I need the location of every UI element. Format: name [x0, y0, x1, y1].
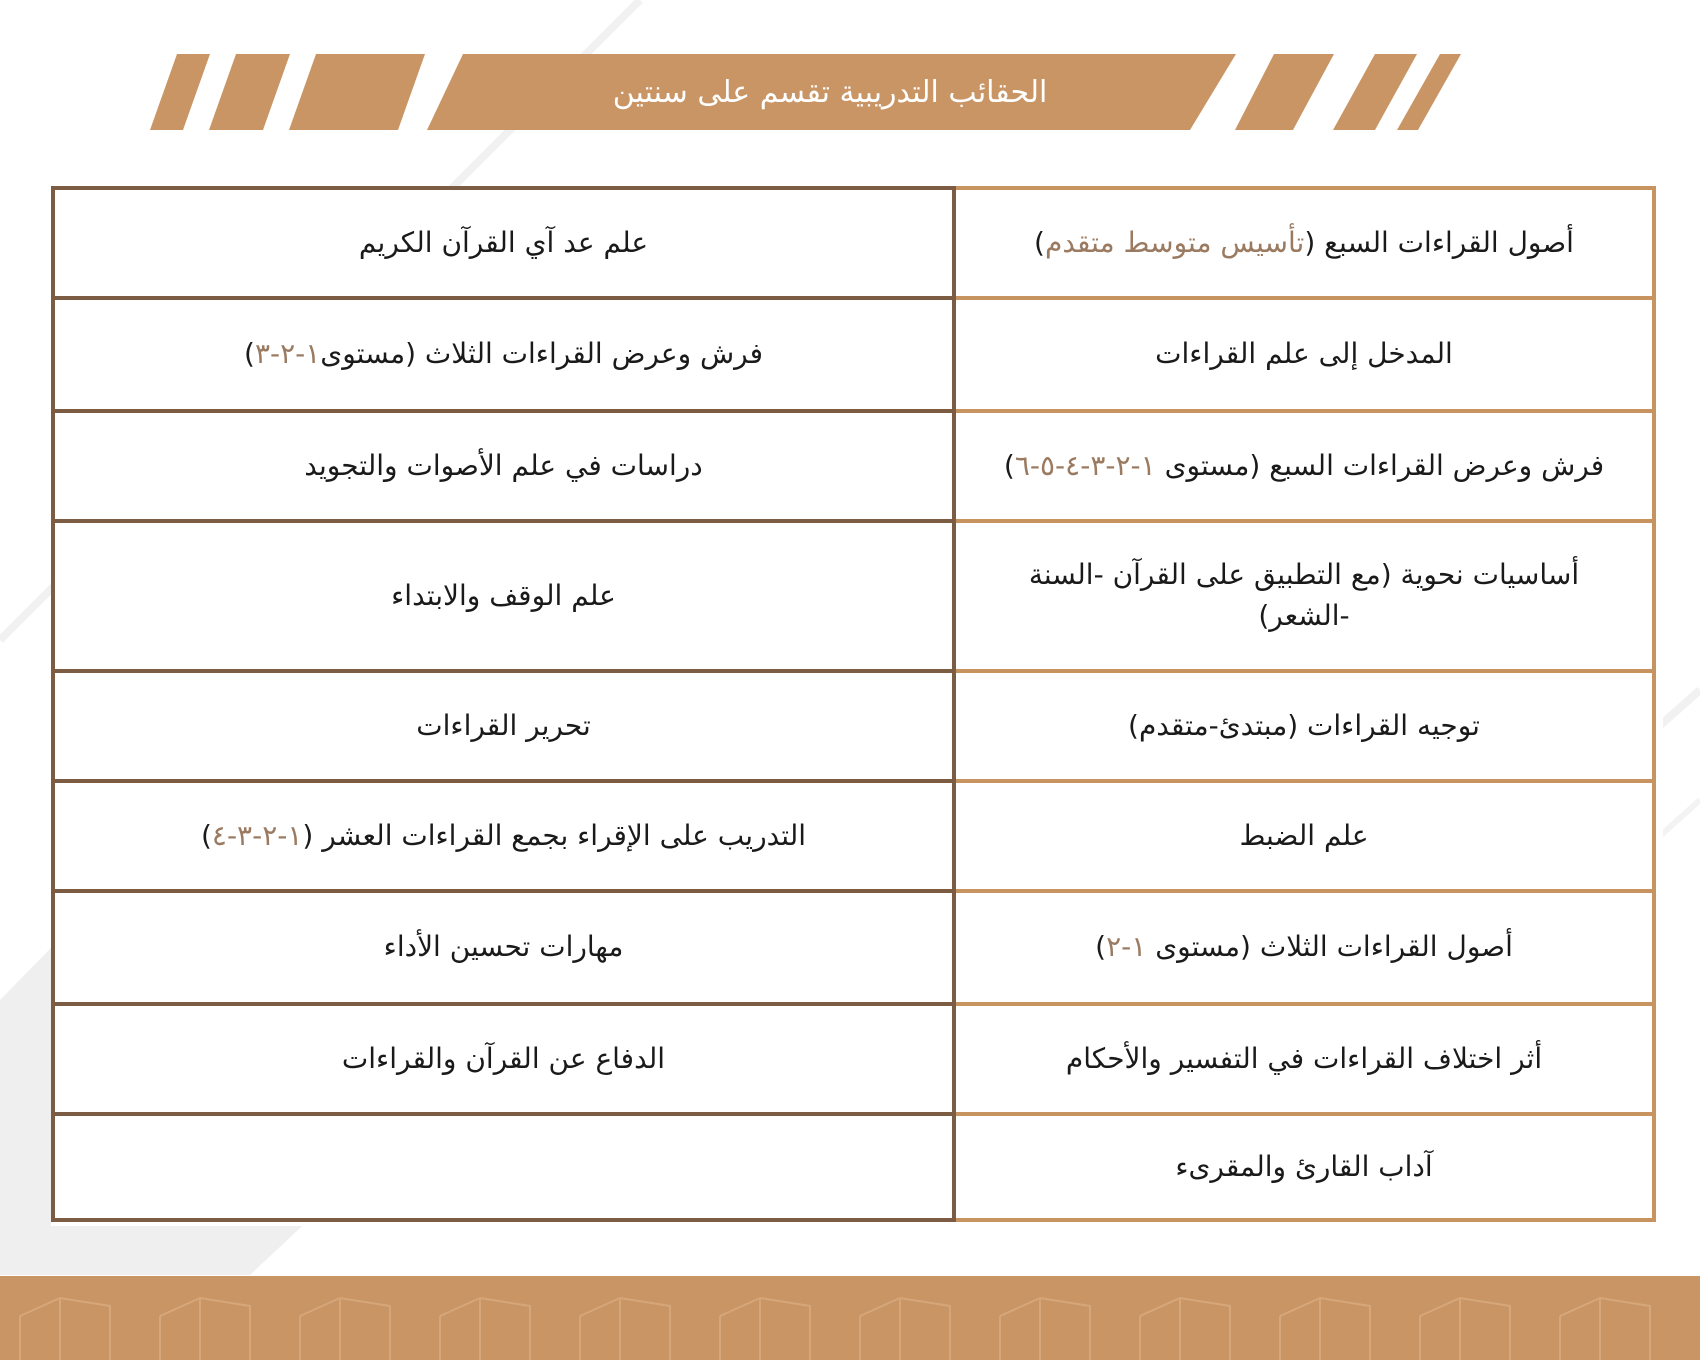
- table-cell-right: [956, 409, 1656, 519]
- table-cell-left: [51, 409, 956, 519]
- highlight-text: ١-٢-٣-٤: [211, 818, 303, 852]
- footer-band: [0, 1276, 1700, 1360]
- text-segment: ): [244, 337, 255, 371]
- cell-text: [1155, 334, 1453, 375]
- table-cell-left: [51, 779, 956, 889]
- text-segment: ): [1095, 930, 1107, 964]
- cell-text: [1239, 816, 1368, 857]
- text-segment: الدفاع عن القرآن والقراءات: [341, 1041, 666, 1075]
- text-segment: فرش وعرض القراءات السبع (مستوى: [1155, 448, 1605, 482]
- text-segment: ): [1003, 448, 1015, 482]
- cell-text: [359, 223, 648, 264]
- text-segment: علم الوقف والابتداء: [391, 578, 616, 612]
- text-segment: التدريب على الإقراء بجمع القراءات العشر (: [302, 818, 807, 852]
- text-segment: أساسيات نحوية (مع التطبيق على القرآن -السنة -الشعر): [1028, 558, 1580, 632]
- cell-text: [384, 927, 624, 968]
- table-cell-left: [51, 519, 956, 669]
- table-cell-right: [956, 669, 1656, 779]
- footer-pattern: [0, 1276, 1700, 1360]
- text-segment: ): [1034, 225, 1045, 259]
- cell-text: [201, 816, 806, 857]
- text-segment: أصول القراءات الثلاث (مستوى: [1146, 930, 1513, 964]
- table-cell-right: [956, 186, 1656, 296]
- cell-text: [1128, 706, 1480, 747]
- table-cell-left: [51, 296, 956, 409]
- text-segment: آداب القارئ والمقرىء: [1175, 1149, 1433, 1183]
- highlight-text: ١-٢-٣: [254, 337, 321, 371]
- table-cell-right: [956, 779, 1656, 889]
- cell-text: [1004, 446, 1604, 487]
- text-segment: توجيه القراءات (مبتدئ-متقدم): [1128, 708, 1480, 742]
- table-cell-left: [51, 1112, 956, 1222]
- page-title: الحقائب التدريبية تقسم على سنتين: [612, 74, 1048, 110]
- text-segment: مهارات تحسين الأداء: [383, 930, 624, 964]
- cell-text: [342, 1039, 665, 1080]
- text-segment: فرش وعرض القراءات الثلاث (مستوى: [320, 337, 764, 371]
- table-cell-left: [51, 186, 956, 296]
- cell-text: [416, 706, 590, 747]
- cell-text: [391, 576, 616, 617]
- header-banner: [150, 54, 1510, 130]
- cell-text: [244, 334, 763, 375]
- cell-text: [1175, 1147, 1432, 1188]
- text-segment: علم عد آي القرآن الكريم: [358, 225, 649, 259]
- cell-text: [1066, 1039, 1542, 1080]
- table-cell-right: [956, 296, 1656, 409]
- table-cell-right: [956, 1002, 1656, 1112]
- text-segment: ): [200, 818, 212, 852]
- table-cell-right: [956, 519, 1656, 669]
- table-cell-right: [956, 1112, 1656, 1222]
- text-segment: أثر اختلاف القراءات في التفسير والأحكام: [1065, 1041, 1543, 1075]
- cell-text: [996, 555, 1612, 636]
- text-segment: المدخل إلى علم القراءات: [1155, 337, 1453, 371]
- text-segment: أصول القراءات السبع (: [1304, 225, 1574, 259]
- text-segment: دراسات في علم الأصوات والتجويد: [304, 448, 703, 482]
- table-cell-right: [956, 889, 1656, 1002]
- text-segment: علم الضبط: [1239, 818, 1369, 852]
- cell-text: [1095, 927, 1513, 968]
- table-cell-left: [51, 889, 956, 1002]
- table-cell-left: [51, 1002, 956, 1112]
- highlight-text: تأسيس متوسط متقدم: [1044, 225, 1305, 259]
- highlight-text: ١-٢-٣-٤-٥-٦: [1014, 448, 1156, 482]
- cell-text: [304, 446, 703, 487]
- cell-text: [1034, 223, 1574, 264]
- highlight-text: ١-٢: [1106, 930, 1147, 964]
- course-table: [51, 186, 1663, 1226]
- text-segment: تحرير القراءات: [416, 708, 591, 742]
- table-cell-left: [51, 669, 956, 779]
